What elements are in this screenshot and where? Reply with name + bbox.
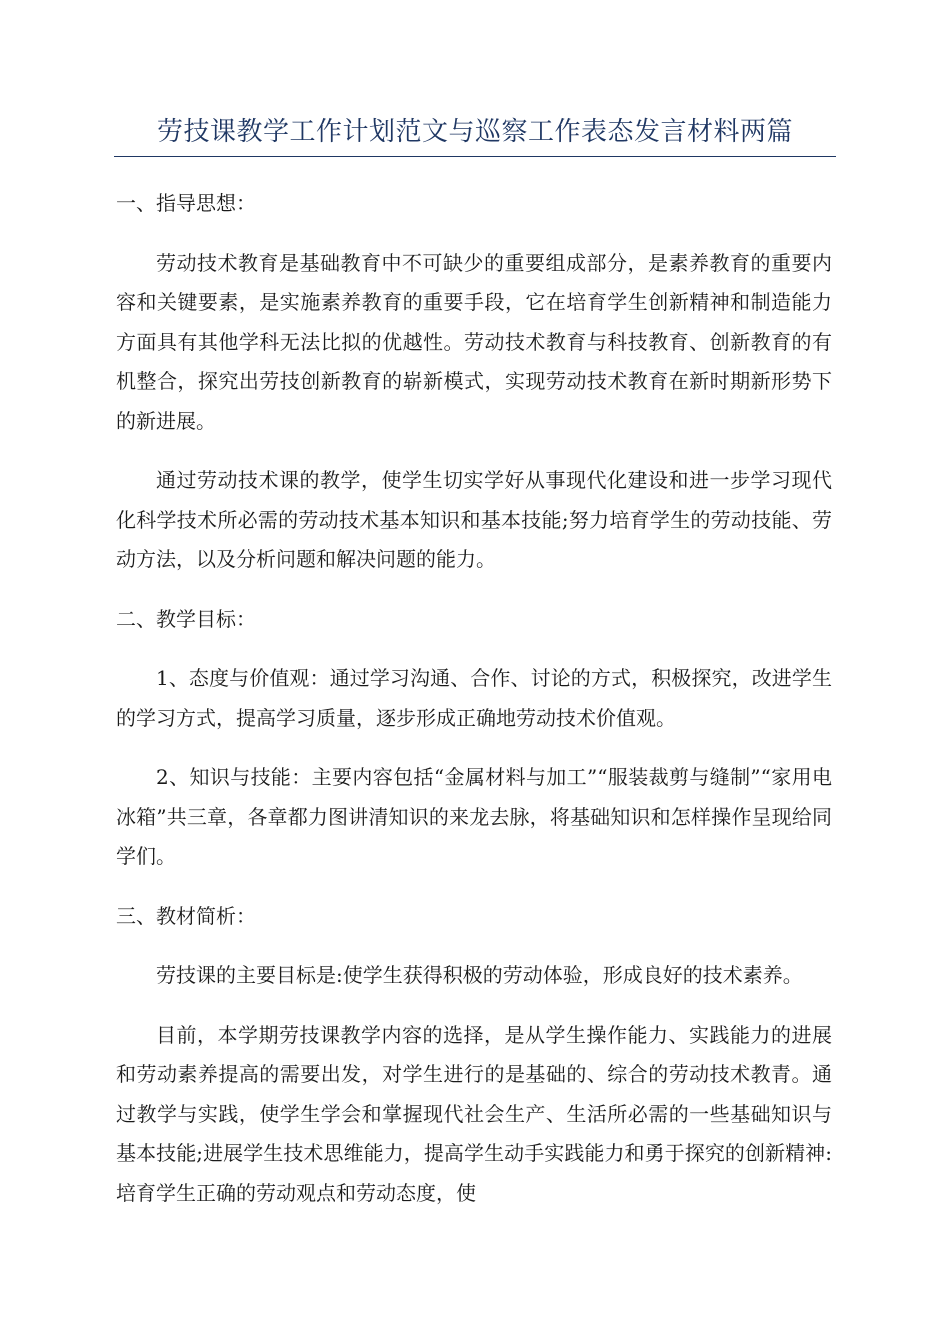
document-title: 劳技课教学工作计划范文与巡察工作表态发言材料两篇 — [156, 117, 793, 147]
body-paragraph: 劳技课的主要目标是:使学生获得积极的劳动体验，形成良好的技术素养。 — [156, 963, 803, 987]
body-paragraph: 通过劳动技术课的教学，使学生切实学好从事现代化建设和进一步学习现代化科学技术所必需的劳动技术基本知识和基本技能;努力培育学生的劳动技能、劳动方法，以及分析问题和解决问题的能力。 — [116, 468, 832, 571]
body-paragraph: 1、态度与价值观：通过学习沟通、合作、讨论的方式，积极探究，改进学生的学习方式，提高学习质量，逐步形成正确地劳动技术价值观。 — [116, 666, 832, 730]
body-paragraph: 目前，本学期劳技课教学内容的选择，是从学生操作能力、实践能力的进展和劳动素养提高的需要出发，对学生进行的是基础的、综合的劳动技术教青。通过教学与实践，使学生学会和掌握现代社会生产、生活所必需的一些基础知识与基本技能;进展学生技术思维能力，提高学生动手实践能力和勇于探究的创新精神:培育学生正确的劳动观点和劳动态度，使 — [116, 1022, 832, 1205]
section-teaching-goals — [116, 600, 832, 877]
section-guiding-ideology — [116, 184, 832, 580]
document-body — [116, 184, 832, 1233]
section-heading: 三、教材简析： — [116, 903, 256, 928]
section-heading: 二、教学目标： — [116, 606, 256, 631]
body-paragraph: 劳动技术教育是基础教育中不可缺少的重要组成部分，是素养教育的重要内容和关键要素，是实施素养教育的重要手段，它在培育学生创新精神和制造能力方面具有其他学科无法比拟的优越性。劳动技术教育与科技教育、创新教育的有机整合，探究出劳技创新教育的崭新模式，实现劳动技术教育在新时期新形势下的新进展。 — [116, 250, 832, 433]
section-heading: 一、指导思想： — [116, 191, 256, 215]
section-textbook-analysis — [116, 897, 832, 1214]
title-block — [114, 112, 836, 157]
body-paragraph: 2、知识与技能：主要内容包括“金属材料与加工”“服装裁剪与缝制”“家用电冰箱”共三章，各章都力图讲清知识的来龙去脉，将基础知识和怎样操作呈现给同学们。 — [116, 765, 832, 868]
